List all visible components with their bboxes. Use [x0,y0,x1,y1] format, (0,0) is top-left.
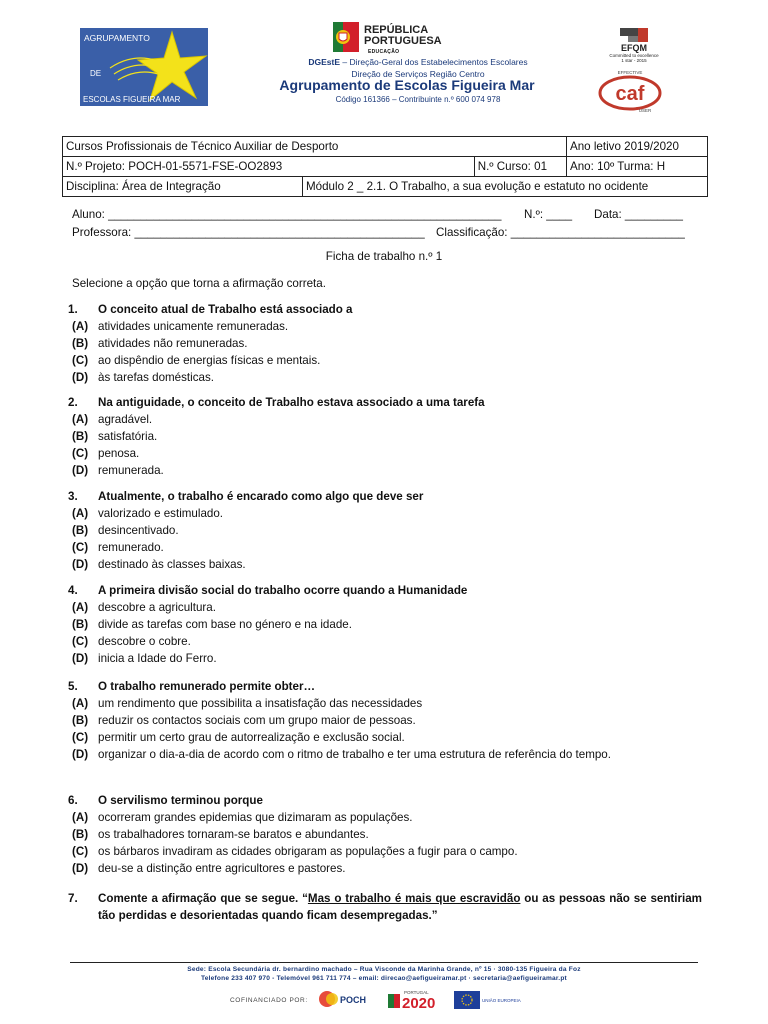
school-code-line: Código 161366 – Contribuinte n.º 600 074 978 [335,95,501,104]
option-text: remunerado. [98,541,164,554]
option-letter: (D) [72,371,89,384]
poch-logo [318,988,367,1010]
answer-option[interactable] [72,505,702,522]
answer-option[interactable] [72,462,702,479]
option-text: os bárbaros invadiram as cidades obrigaram as populações a fugir para o campo. [98,845,518,858]
option-text: atividades unicamente remuneradas. [98,320,289,333]
efqm-text: EFQM [621,43,647,53]
answer-option[interactable] [72,860,702,877]
question-statement: O conceito atual de Trabalho está associado a [98,303,353,316]
agr-de-text: DE [90,69,102,78]
dgeste-abbr: DGEstE [308,57,341,67]
option-letter: (C) [72,541,89,554]
info-row-2 [63,157,708,177]
answer-option[interactable] [72,712,702,729]
cofinanced-label: COFINANCIADO POR: [230,997,308,1004]
footer-contacts: Telefone 233 407 970 - Telemóvel 961 711 774 – email: direcao@aefigueiramar.pt · secretaria@aefigueiramar.pt [201,975,567,982]
answer-option[interactable] [72,428,702,445]
option-letter: (C) [72,635,89,648]
answer-option[interactable] [72,729,702,746]
efqm-logo [590,28,680,64]
option-letter: (D) [72,558,89,571]
caf-logo [595,68,665,114]
question-statement: O trabalho remunerado permite obter… [98,680,316,693]
option-letter: (C) [72,354,89,367]
option-letter: (B) [72,828,89,841]
republic-label [364,25,442,47]
question-7-number: 7. [68,892,78,905]
grade-class-cell: Ano: 10º Turma: H [567,157,708,177]
grade-field[interactable]: Classificação: ___________________________ [436,226,685,239]
question-1 [68,301,702,386]
option-text: agradável. [98,413,153,426]
question-1-text [68,301,702,318]
portugal-coat-of-arms-icon [333,22,359,52]
option-letter: (B) [72,337,89,350]
question-4-text [68,582,702,599]
option-text: remunerada. [98,464,164,477]
question-statement: A primeira divisão social do trabalho ocorre quando a Humanidade [98,584,468,597]
option-letter: (D) [72,652,89,665]
option-text: destinado às classes baixas. [98,558,246,571]
answer-option[interactable] [72,826,702,843]
option-letter: (A) [72,507,89,520]
question-statement: Atualmente, o trabalho é encarado como algo que deve ser [98,490,424,503]
option-text: valorizado e estimulado. [98,507,224,520]
info-row-3 [63,177,708,197]
option-text: inicia a Idade do Ferro. [98,652,217,665]
question-number: 4. [68,584,78,597]
answer-option[interactable] [72,650,702,667]
footer-address: Sede: Escola Secundária dr. bernardino machado – Rua Visconde da Marinha Grande, nº 15 · 3080-135 Figueira da Foz [187,966,581,973]
question-7-text [68,890,702,924]
worksheet-title: Ficha de trabalho n.º 1 [325,250,443,263]
question-5 [68,678,702,763]
question-3 [68,488,702,573]
student-number-field[interactable]: N.º: ____ [524,208,573,221]
question-number: 1. [68,303,78,316]
question-statement: O servilismo terminou porque [98,794,263,807]
subject-cell: Disciplina: Área de Integração [63,177,303,197]
q7-underlined: Mas o trabalho é mais que escravidão [307,892,521,905]
school-logo [80,28,208,106]
answer-option[interactable] [72,599,702,616]
question-3-text [68,488,702,505]
option-text: ao dispêndio de energias físicas e mentais. [98,354,321,367]
efqm-sub2: 1 star - 2015 [621,58,647,63]
option-letter: (A) [72,320,89,333]
option-text: atividades não remuneradas. [98,337,248,350]
question-4 [68,582,702,667]
p2020-top: PORTUGAL [404,990,429,995]
agr-bottom-text: ESCOLAS FIGUEIRA MAR [83,95,181,104]
agr-top-text: AGRUPAMENTO [84,33,150,43]
q7-before: Comente a afirmação que se segue. “ [98,892,308,905]
option-text: os trabalhadores tornaram-se baratos e abundantes. [98,828,369,841]
answer-option[interactable] [72,539,702,556]
question-statement: Na antiguidade, o conceito de Trabalho estava associado a uma tarefa [98,396,485,409]
option-letter: (A) [72,413,89,426]
caf-text: caf [615,83,645,105]
option-letter: (B) [72,430,89,443]
education-label: EDUCAÇÃO [368,49,400,55]
option-letter: (A) [72,601,89,614]
question-2-text [68,394,702,411]
answer-option[interactable] [72,556,702,573]
answer-option[interactable] [72,843,702,860]
instruction-text: Selecione a opção que torna a afirmação correta. [72,277,326,290]
answer-option[interactable] [72,445,702,462]
option-letter: (B) [72,618,89,631]
option-letter: (A) [72,697,89,710]
answer-option[interactable] [72,318,702,335]
eu-text: UNIÃO EUROPEIA [482,998,521,1003]
p2020-text: 2020 [402,995,436,1012]
efqm-sub1: Committed to excellence [609,53,659,58]
question-2 [68,394,702,479]
option-letter: (B) [72,524,89,537]
option-letter: (D) [72,748,89,761]
course-name-cell: Cursos Profissionais de Técnico Auxiliar de Desporto [63,137,567,157]
question-7 [68,890,702,924]
question-6 [68,792,702,877]
student-name-field[interactable]: Aluno: _____________________________________________________________ [72,208,502,221]
option-letter: (D) [72,464,89,477]
portugal-2020-logo [386,988,444,1010]
answer-option[interactable] [72,809,702,826]
option-letter: (C) [72,447,89,460]
answer-option[interactable] [72,335,702,352]
eu-flag-logo [454,991,521,1009]
option-letter: (C) [72,731,89,744]
republic-line1: REPÚBLICA [364,24,429,36]
caf-bottom-text: USER [638,108,652,113]
option-text: organizar o dia-a-dia de acordo com o ritmo de trabalho e ter uma estrutura de referência do tempo. [98,748,611,761]
dgeste-text: – Direção-Geral dos Estabelecimentos Escolares [340,57,528,67]
option-text: divide as tarefas com base no género e na idade. [98,618,352,631]
option-text: permitir um certo grau de autorrealização e exclusão social. [98,731,405,744]
option-text: penosa. [98,447,140,460]
answer-option[interactable] [72,411,702,428]
poch-text: POCH [340,995,367,1005]
dgeste-line [298,57,538,67]
answer-option[interactable] [72,352,702,369]
option-text: reduzir os contactos sociais com um grupo maior de pessoas. [98,714,416,727]
date-field[interactable]: Data: _________ [594,208,683,221]
option-text: descobre o cobre. [98,635,191,648]
question-number: 2. [68,396,78,409]
option-letter: (A) [72,811,89,824]
course-number-cell: N.º Curso: 01 [474,157,566,177]
answer-option[interactable] [72,695,702,712]
option-text: ocorreram grandes epidemias que dizimaram as populações. [98,811,413,824]
option-text: desincentivado. [98,524,179,537]
answer-option[interactable] [72,633,702,650]
regional-direction-line: Direção de Serviços Região Centro [351,69,485,79]
question-number: 6. [68,794,78,807]
question-5-text [68,678,702,695]
school-group-name: Agrupamento de Escolas Figueira Mar [279,77,535,93]
republic-line2: PORTUGUESA [364,35,442,47]
option-letter: (B) [72,714,89,727]
teacher-field[interactable]: Professora: _____________________________________________ [72,226,425,239]
course-info-table [62,136,708,197]
caf-top-text: EFFECTIVE [617,70,643,75]
answer-option[interactable] [72,616,702,633]
option-text: um rendimento que possibilita a insatisfação das necessidades [98,697,423,710]
project-cell: N.º Projeto: POCH-01-5571-FSE-OO2893 [63,157,475,177]
option-letter: (D) [72,862,89,875]
question-number: 5. [68,680,78,693]
footer-divider [70,962,698,963]
answer-option[interactable] [72,522,702,539]
option-text: às tarefas domésticas. [98,371,214,384]
option-text: satisfatória. [98,430,158,443]
school-year-cell: Ano letivo 2019/2020 [567,137,708,157]
question-6-text [68,792,702,809]
option-text: descobre a agricultura. [98,601,216,614]
q7-after: ou as pessoas não se sentiriam tão perdidas e desorientadas quando ficam desempregadas.” [98,892,702,922]
info-row-1 [63,137,708,157]
answer-option[interactable] [72,369,702,386]
option-text: deu-se a distinção entre agricultores e pastores. [98,862,346,875]
module-cell: Módulo 2 _ 2.1. O Trabalho, a sua evolução e estatuto no ocidente [303,177,708,197]
answer-option[interactable] [72,746,702,763]
question-number: 3. [68,490,78,503]
option-letter: (C) [72,845,89,858]
